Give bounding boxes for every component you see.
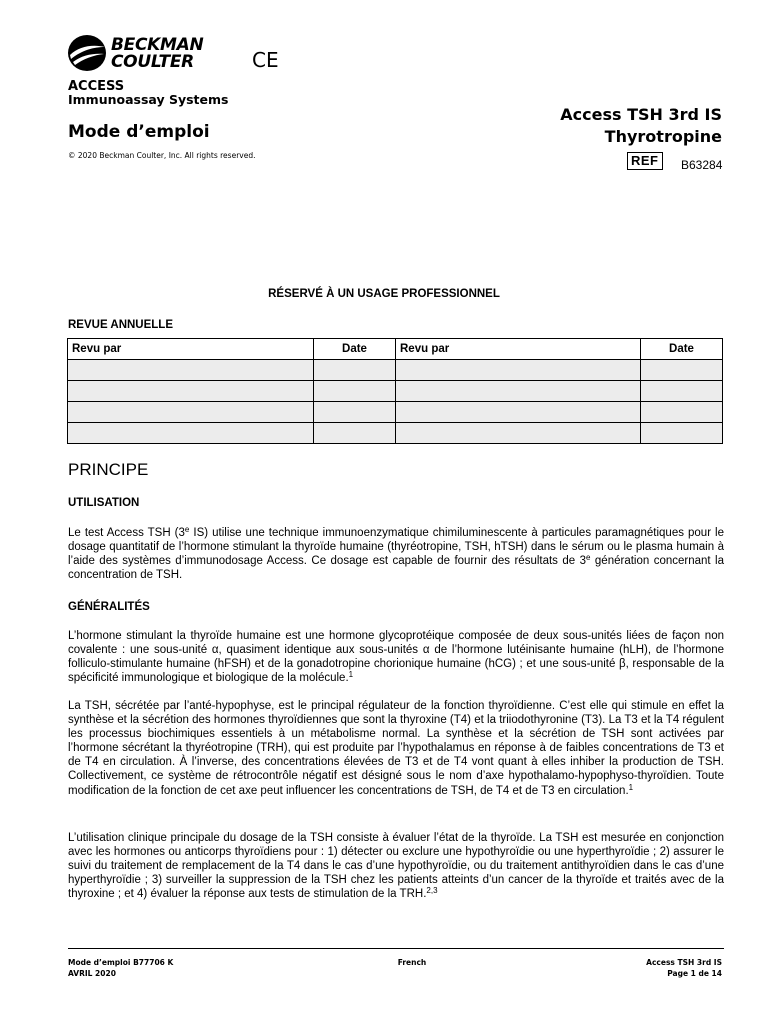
beckman-coulter-logo-icon <box>67 34 107 72</box>
text-span: L’utilisation clinique principale du dosage de la TSH consiste à évaluer l’état de la thyroïde. La TSH est mesurée en conjonction avec les hormones ou anticorps thyroïdiens pour : 1) détecter ou exclure une hypothyroïdie ou une hyperthyroïdie ; 2) assurer le suivi du traitement de remplacement de la T4 dans le cas d’une hypothyroïdie, ou du traitement antithyroïdien dans le cas d’une hyperthyroïdie ; 3) surveiller la suppression de la TSH chez les patients atteints d’un cancer de la thyroïde et traités avec de la thyroxine ; et 4) évaluer la réponse aux tests de stimulation de la TRH. <box>68 832 724 901</box>
ce-mark: CE <box>252 48 279 72</box>
product-subtitle: Thyrotropine <box>604 127 722 146</box>
footer-date: AVRIL 2020 <box>68 969 116 978</box>
subsection-title-generalites: GÉNÉRALITÉS <box>68 601 150 613</box>
annual-review-title: REVUE ANNUELLE <box>68 319 173 331</box>
table-row <box>68 360 723 381</box>
section-title-principe: PRINCIPE <box>68 460 149 479</box>
table-cell[interactable] <box>641 381 723 402</box>
product-title-block <box>560 104 722 148</box>
table-cell[interactable] <box>396 423 641 444</box>
footer-right <box>646 957 722 979</box>
table-cell[interactable] <box>68 381 314 402</box>
reference-superscript: 2,3 <box>426 886 438 896</box>
table-cell[interactable] <box>641 423 723 444</box>
table-cell[interactable] <box>314 402 396 423</box>
footer-divider <box>68 948 724 949</box>
superscript: e <box>184 525 190 534</box>
footer-page-number: Page 1 de 14 <box>667 969 722 978</box>
subsection-title-utilisation: UTILISATION <box>68 497 140 509</box>
footer-doc-number: Mode d’emploi B77706 K <box>68 958 174 967</box>
table-cell[interactable] <box>396 381 641 402</box>
text-span: L’hormone stimulant la thyroïde humaine est une hormone glycoprotéique composée de deux sous-unités liées de façon non covalente : une sous-unité α, quasiment identique aux sous-unités α de l’hormone lutéinisante humaine (hLH), de l’hormone folliculo-stimulante humaine (hFSH) et de la gonadotropine chorionique humaine (hCG) ; et une sous-unité β, responsable de la spécificité immunologique et biologique de la molécule. <box>68 630 724 685</box>
text-span: génération concernant la concentration de TSH. <box>68 555 724 582</box>
header-reviewed-by: Revu par <box>68 339 314 360</box>
brand-line-1: BECKMAN <box>111 35 204 55</box>
table-cell[interactable] <box>396 402 641 423</box>
footer-product: Access TSH 3rd IS <box>646 958 722 967</box>
table-cell[interactable] <box>68 423 314 444</box>
paragraph-generalites-3 <box>68 831 724 901</box>
table-header-row <box>68 339 723 360</box>
table-row <box>68 423 723 444</box>
table-cell[interactable] <box>314 423 396 444</box>
table-cell[interactable] <box>68 402 314 423</box>
paragraph-generalites-2 <box>68 699 724 798</box>
reference-superscript: 1 <box>628 782 634 792</box>
paragraph-generalites-1 <box>68 629 724 685</box>
table-row <box>68 402 723 423</box>
text-span: La TSH, sécrétée par l’anté-hypophyse, est le principal régulateur de la fonction thyroïdienne. C’est elle qui stimule en effet la synthèse et la sécrétion des hormones thyroïdiennes que sont la thyroxine (T4) et la triiodothyronine (T3). La T3 et la T4 régulent les processus biochimiques essentiels à un métabolisme normal. La synthèse et la sécrétion de TSH sont activées par l’hormone sécrétant la thyréotropine (TRH), qui est produite par l’hypothalamus en réponse à de faibles concentrations de T3 et de T4 en circulation. À l’inverse, des concentrations élevées de T3 et de T4 vont quant à elles inhiber la production de TSH. Collectivement, ce système de rétrocontrôle négatif est désigné sous le nom d’axe hypothalamo-hypophyso-thyroïdien. Toute modification de la fonction de cet axe peut influencer les concentrations de TSH, de T4 et de T3 en circulation. <box>68 700 724 797</box>
table-cell[interactable] <box>396 360 641 381</box>
access-label: ACCESS <box>68 79 125 94</box>
reference-superscript: 1 <box>348 670 354 680</box>
brand-line-2: COULTER <box>111 52 194 72</box>
header-date: Date <box>314 339 396 360</box>
professional-use-notice: RÉSERVÉ À UN USAGE PROFESSIONNEL <box>268 288 500 300</box>
header-date: Date <box>641 339 723 360</box>
table-cell[interactable] <box>68 360 314 381</box>
table-cell[interactable] <box>641 402 723 423</box>
ref-symbol: REF <box>627 152 663 170</box>
brand-name <box>111 37 203 71</box>
header-reviewed-by: Revu par <box>396 339 641 360</box>
paragraph-utilisation <box>68 526 724 582</box>
table-cell[interactable] <box>314 381 396 402</box>
table-cell[interactable] <box>314 360 396 381</box>
text-span: Le test Access TSH (3 <box>68 527 185 539</box>
product-title: Access TSH 3rd IS <box>560 105 722 124</box>
doc-type-title: Mode d’emploi <box>68 122 210 142</box>
table-row <box>68 381 723 402</box>
annual-review-table <box>67 338 723 444</box>
footer-language: French <box>397 958 427 967</box>
table-cell[interactable] <box>641 360 723 381</box>
ref-number: B63284 <box>681 158 723 172</box>
superscript: e <box>586 553 591 563</box>
copyright-text: © 2020 Beckman Coulter, Inc. All rights reserved. <box>68 151 256 160</box>
text-span: IS) utilise une technique immunoenzymatique chimiluminescente à particules paramagnétiques pour le dosage quantitatif de l’hormone stimulant la thyroïde humaine (thyréotropine, TSH, hTSH) dans le sérum ou le plasma humain à l’aide des systèmes d’immunodosage Access. Ce dosage est capable de fournir des résultats de 3 <box>68 527 725 568</box>
immunoassay-label: Immunoassay Systems <box>68 92 229 107</box>
